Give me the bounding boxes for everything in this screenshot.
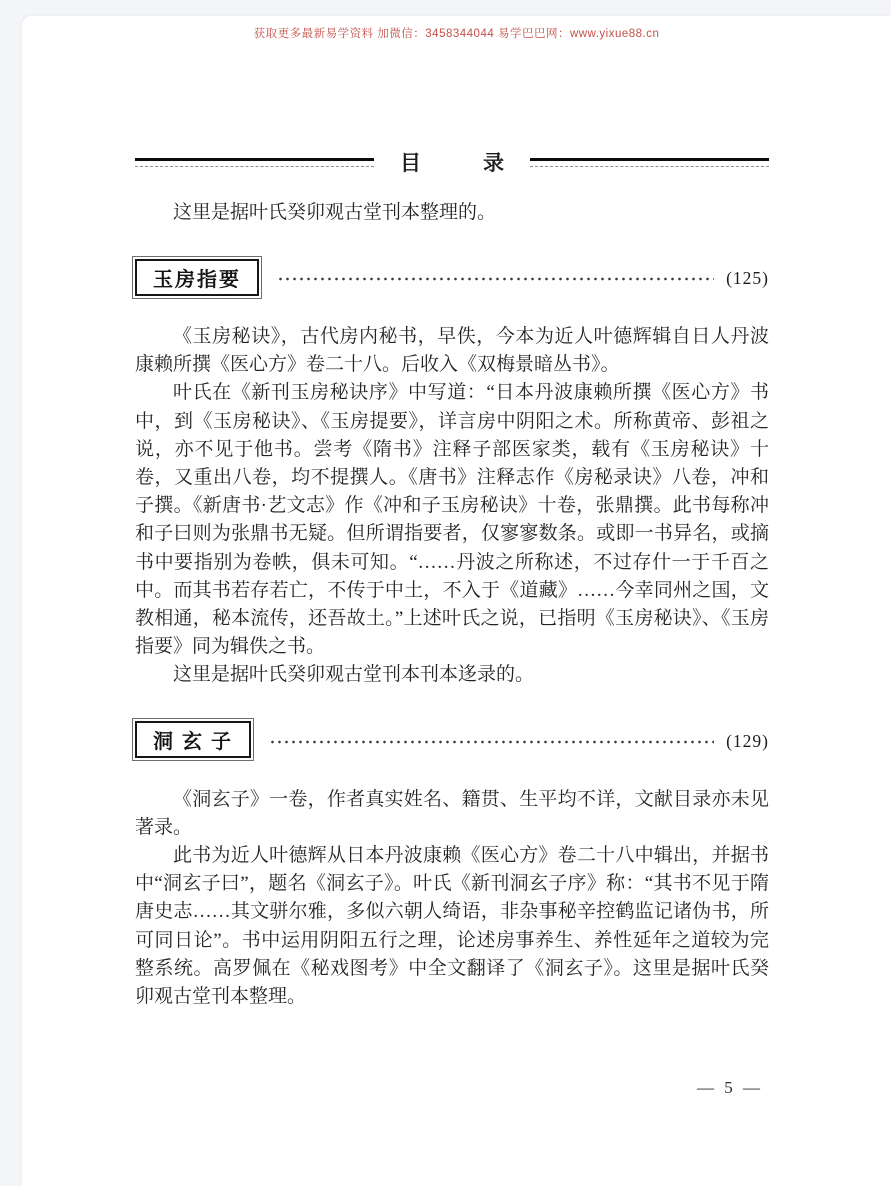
entry-paragraph: 《洞玄子》一卷，作者真实姓名、籍贯、生平均不详，文献目录亦未见著录。 <box>135 788 769 838</box>
entry-paragraph: 这里是据叶氏癸卯观古堂刊本刊本迻录的。 <box>173 664 535 686</box>
entry-title-box: 洞 玄 子 <box>135 721 251 758</box>
entry-page-number: (129) <box>726 730 769 751</box>
footer-page-number: — 5 — <box>697 1078 763 1097</box>
entry-page-number: (125) <box>726 268 769 288</box>
watermark-text: 获取更多最新易学资料 加微信：3458344044 易学巴巴网：www.yixue88.cn <box>253 28 660 40</box>
entry-paragraphs <box>135 786 769 1012</box>
toc-header <box>135 147 769 177</box>
entry-heading-row <box>135 720 769 760</box>
entry-paragraph: 《玉房秘诀》，古代房内秘书，早佚，今本为近人叶德辉辑自日人丹波康赖所撰《医心方》卷二十八。后收入《双梅景暗丛书》。 <box>135 326 769 376</box>
toc-entry <box>135 720 769 1012</box>
entry-paragraphs <box>135 323 769 690</box>
scanned-book-page <box>22 16 891 1186</box>
entry-title-box: 玉房指要 <box>135 259 259 296</box>
toc-title-char-1: 目 <box>400 151 421 175</box>
toc-intro-line: 这里是据叶氏癸卯观古堂刊本整理的。 <box>173 202 497 223</box>
entry-paragraph: 叶氏在《新刊玉房秘诀序》中写道：“日本丹波康赖所撰《医心方》书中，到《玉房秘诀》、《玉房提要》，详言房中阴阳之术。所称黄帝、彭祖之说，亦不见于他书。尝考《隋书》注释子部医家类，载有《玉房秘诀》十卷，又重出八卷，均不提撰人。《唐书》注释志作《房秘录诀》八卷，冲和子撰。《新唐书·艺文志》作《冲和子玉房秘诀》十卷，张鼎撰。此书每称冲和子曰则为张鼎书无疑。但所谓指要者，仅寥寥数条。或即一书异名，或摘书中要指别为卷帙，俱未可知。“……丹波之所称述，不过存什一于千百之中。而其书若存若亡，不传于中土，不入于《道藏》……今幸同州之国，文教相通，秘本流传，还吾故土。”上述叶氏之说，已指明《玉房秘诀》、《玉房指要》同为辑佚之书。 <box>135 382 769 658</box>
toc-entry <box>135 257 769 690</box>
toc-title-char-2: 录 <box>483 151 504 175</box>
dots-leader <box>277 270 714 288</box>
page-content <box>135 147 769 1011</box>
entry-paragraph: 此书为近人叶德辉从日本丹波康赖《医心方》卷二十八中辑出，并据书中“洞玄子曰”，题名《洞玄子》。叶氏《新刊洞玄子序》称：“其书不见于隋唐史志……其文骈尔雅，多似六朝人绮语，非杂事秘辛控鹤监记诸伪书，所可同日论”。书中运用阴阳五行之理，论述房事养生、养性延年之道较为完整系统。高罗佩在《秘戏图考》中全文翻译了《洞玄子》。这里是据叶氏癸卯观古堂刊本整理。 <box>135 845 769 1008</box>
toc-rule-right <box>530 158 769 167</box>
dots-leader <box>269 733 714 751</box>
toc-rule-left <box>135 158 374 167</box>
entry-heading-row <box>135 257 769 297</box>
toc-title <box>374 147 530 177</box>
